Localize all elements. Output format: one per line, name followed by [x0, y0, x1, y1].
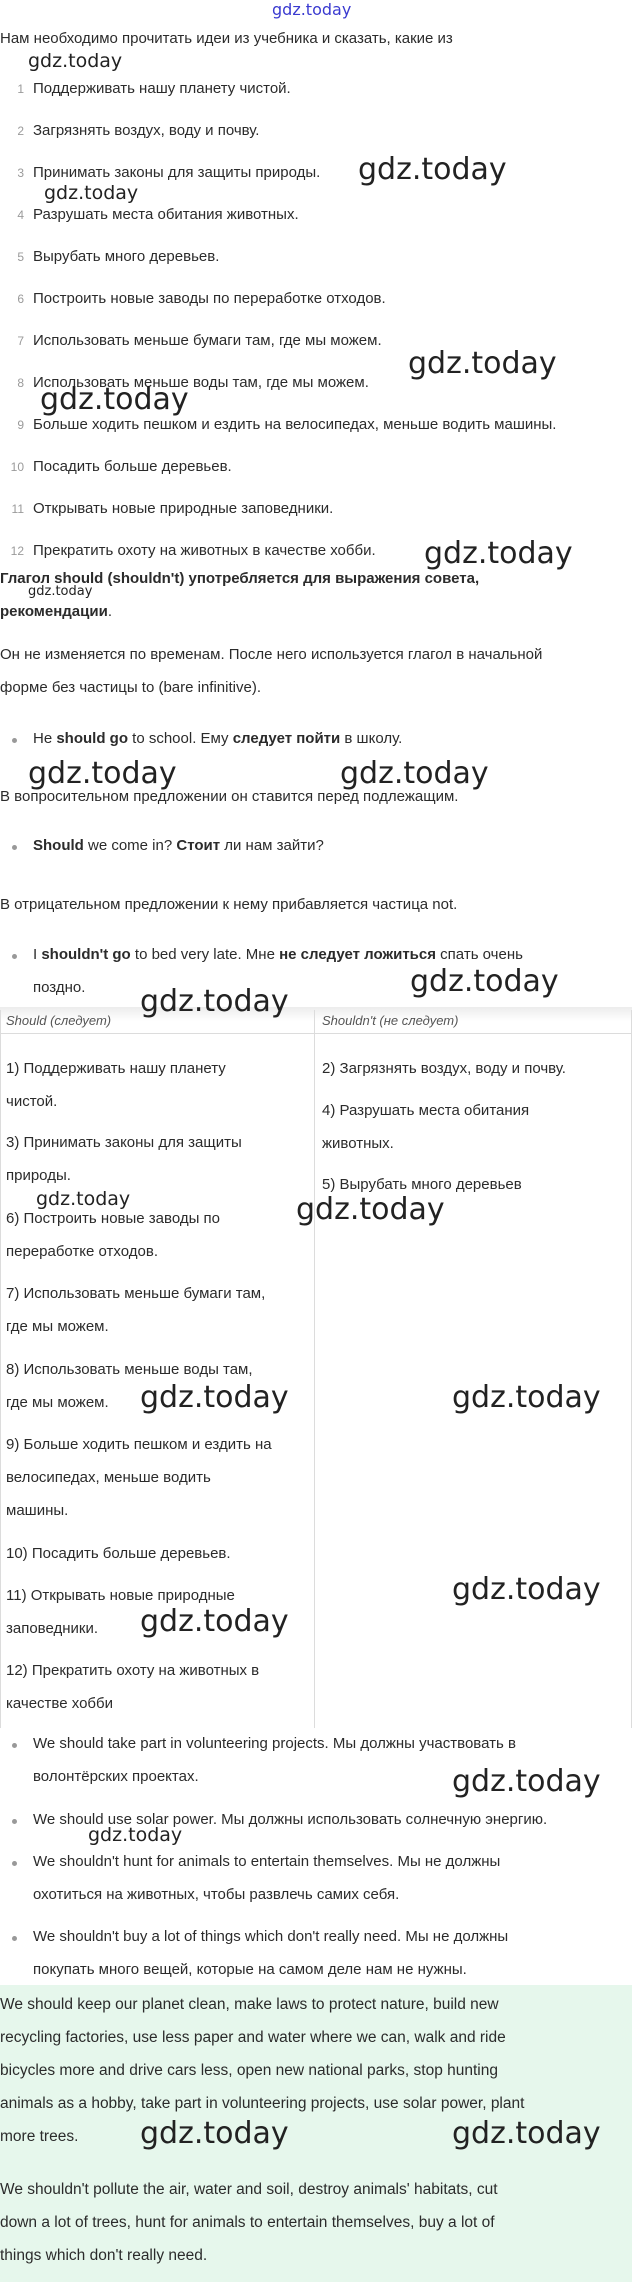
list-item: 12 Прекратить охоту на животных в качестве хобби.: [0, 530, 632, 572]
list-item-text: Открывать новые природные заповедники.: [33, 500, 334, 517]
table-cell-shouldnt: 5) Вырубать много деревьев: [322, 1176, 522, 1193]
bullet-dot: [12, 1861, 17, 1866]
example-sentence: Не should go to school. Ему следует пойти в школу.: [33, 730, 403, 747]
bullet-dot: [12, 1743, 17, 1748]
list-item-text: Построить новые заводы по переработке отходов.: [33, 290, 386, 307]
watermark: gdz.today: [358, 152, 507, 187]
watermark: gdz.today: [88, 1824, 183, 1846]
list-item: 3 Принимать законы для защиты природы.: [0, 152, 632, 194]
watermark: gdz.today: [140, 1380, 289, 1415]
list-item-text: Разрушать места обитания животных.: [33, 206, 299, 223]
watermark: gdz.today: [340, 756, 489, 791]
theory-paragraph: Он не изменяется по временам. После него используется глагол в начальной форме без частицы to (bare infinitive).: [0, 646, 543, 696]
list-item-text: Использовать меньше бумаги там, где мы можем.: [33, 332, 382, 349]
list-item-text: Принимать законы для защиты природы.: [33, 164, 321, 181]
watermark: gdz.today: [36, 1188, 131, 1210]
example-sentence: Should we come in? Стоит ли нам зайти?: [33, 837, 324, 854]
theory-heading: Глагол should (shouldn't) употребляется для выражения совета, рекомендации.: [0, 570, 480, 620]
table-cell-should: 9) Больше ходить пешком и ездить на велосипедах, меньше водить машины.: [6, 1436, 272, 1519]
list-item-text: Больше ходить пешком и ездить на велосипедах, меньше водить машины.: [33, 416, 557, 433]
watermark: gdz.today: [452, 1572, 601, 1607]
watermark: gdz.today: [296, 1192, 445, 1227]
list-item-text: Прекратить охоту на животных в качестве хобби.: [33, 542, 376, 559]
list-item: 6 Построить новые заводы по переработке отходов.: [0, 278, 632, 320]
list-item-text: Вырубать много деревьев.: [33, 248, 220, 265]
theory-paragraph: В вопросительном предложении он ставится перед подлежащим.: [0, 788, 459, 805]
watermark: gdz.today: [28, 50, 123, 72]
example-item: We shouldn't hunt for animals to entertain themselves. Мы не должны охотиться на животных, чтобы развлечь самих себя.: [33, 1853, 501, 1903]
table-header-should: Should (следует): [6, 1013, 112, 1028]
list-item: 11 Открывать новые природные заповедники.: [0, 488, 632, 530]
watermark: gdz.today: [452, 2116, 601, 2151]
table-cell-should: 6) Построить новые заводы по переработке отходов.: [6, 1210, 220, 1260]
table-cell-should: 8) Использовать меньше воды там, где мы можем.: [6, 1361, 253, 1411]
summary-shouldnt: We shouldn't pollute the air, water and soil, destroy animals' habitats, cut down a lot of trees, hunt for animals to entertain themselves, buy a lot of things which don't really need.: [0, 2181, 498, 2264]
bullet-dot: [12, 845, 17, 850]
table-cell-should: 1) Поддерживать нашу планету чистой.: [6, 1060, 226, 1110]
watermark: gdz.today: [452, 1380, 601, 1415]
list-item: 9 Больше ходить пешком и ездить на велосипедах, меньше водить машины.: [0, 404, 632, 446]
watermark: gdz.today: [140, 2116, 289, 2151]
bullet-dot: [12, 954, 17, 959]
list-item: 10 Посадить больше деревьев.: [0, 446, 632, 488]
table-header-divider: [0, 1033, 632, 1034]
list-item: 2 Загрязнять воздух, воду и почву.: [0, 110, 632, 152]
site-logo[interactable]: gdz.today: [272, 0, 352, 19]
example-sentence: I shouldn't go to bed very late. Мне не следует ложиться спать очень поздно.: [33, 946, 523, 996]
summary-should: We should keep our planet clean, make laws to protect nature, build new recycling factories, use less paper and water where we can, walk and ride bicycles more and drive cars less, open new national parks, stop hunting animals as a hobby, take part in volunteering projects, use solar power, plant more trees.: [0, 1996, 525, 2145]
table-cell-should: 3) Принимать законы для защиты природы.: [6, 1134, 242, 1184]
table-cell-shouldnt: 2) Загрязнять воздух, воду и почву.: [322, 1060, 566, 1077]
table-cell-should: 12) Прекратить охоту на животных в качестве хобби: [6, 1662, 260, 1712]
watermark: gdz.today: [408, 346, 557, 381]
list-item-text: Посадить больше деревьев.: [33, 458, 232, 475]
watermark: gdz.today: [28, 756, 177, 791]
watermark: gdz.today: [28, 584, 93, 599]
list-item-text: Использовать меньше воды там, где мы можем.: [33, 374, 369, 391]
bullet-dot: [12, 1936, 17, 1941]
list-item: 7 Использовать меньше бумаги там, где мы можем.: [0, 320, 632, 362]
list-item-text: Загрязнять воздух, воду и почву.: [33, 122, 260, 139]
list-item: 1 Поддерживать нашу планету чистой.: [0, 68, 632, 110]
table-border: [0, 1010, 1, 1728]
bullet-dot: [12, 1819, 17, 1824]
example-item: We shouldn't buy a lot of things which don't really need. Мы не должны покупать много вещей, которые на самом деле нам не нужны.: [33, 1928, 509, 1978]
table-cell-should: 10) Посадить больше деревьев.: [6, 1545, 231, 1562]
theory-paragraph: В отрицательном предложении к нему прибавляется частица not.: [0, 896, 458, 913]
list-item: 8 Использовать меньше воды там, где мы можем.: [0, 362, 632, 404]
watermark: gdz.today: [452, 1764, 601, 1799]
table-cell-should: 7) Использовать меньше бумаги там, где мы можем.: [6, 1285, 266, 1335]
watermark: gdz.today: [424, 536, 573, 571]
intro-text: Нам необходимо прочитать идеи из учебника и сказать, какие из: [0, 30, 453, 47]
example-item: We should take part in volunteering projects. Мы должны участвовать в волонтёрских проектах.: [33, 1735, 516, 1785]
list-item: 5 Вырубать много деревьев.: [0, 236, 632, 278]
watermark: gdz.today: [410, 964, 559, 999]
watermark: gdz.today: [140, 984, 289, 1019]
watermark: gdz.today: [140, 1604, 289, 1639]
list-item-text: Поддерживать нашу планету чистой.: [33, 80, 291, 97]
watermark: gdz.today: [44, 182, 139, 204]
example-item: We should use solar power. Мы должны использовать солнечную энергию.: [33, 1811, 548, 1828]
list-item: 4 Разрушать места обитания животных.: [0, 194, 632, 236]
table-header-shouldnt: Shouldn't (не следует): [322, 1013, 459, 1028]
table-cell-should: 11) Открывать новые природные заповедники.: [6, 1587, 235, 1637]
bullet-dot: [12, 738, 17, 743]
watermark: gdz.today: [40, 382, 189, 417]
table-cell-shouldnt: 4) Разрушать места обитания животных.: [322, 1102, 530, 1152]
table-column-divider: [314, 1010, 315, 1728]
